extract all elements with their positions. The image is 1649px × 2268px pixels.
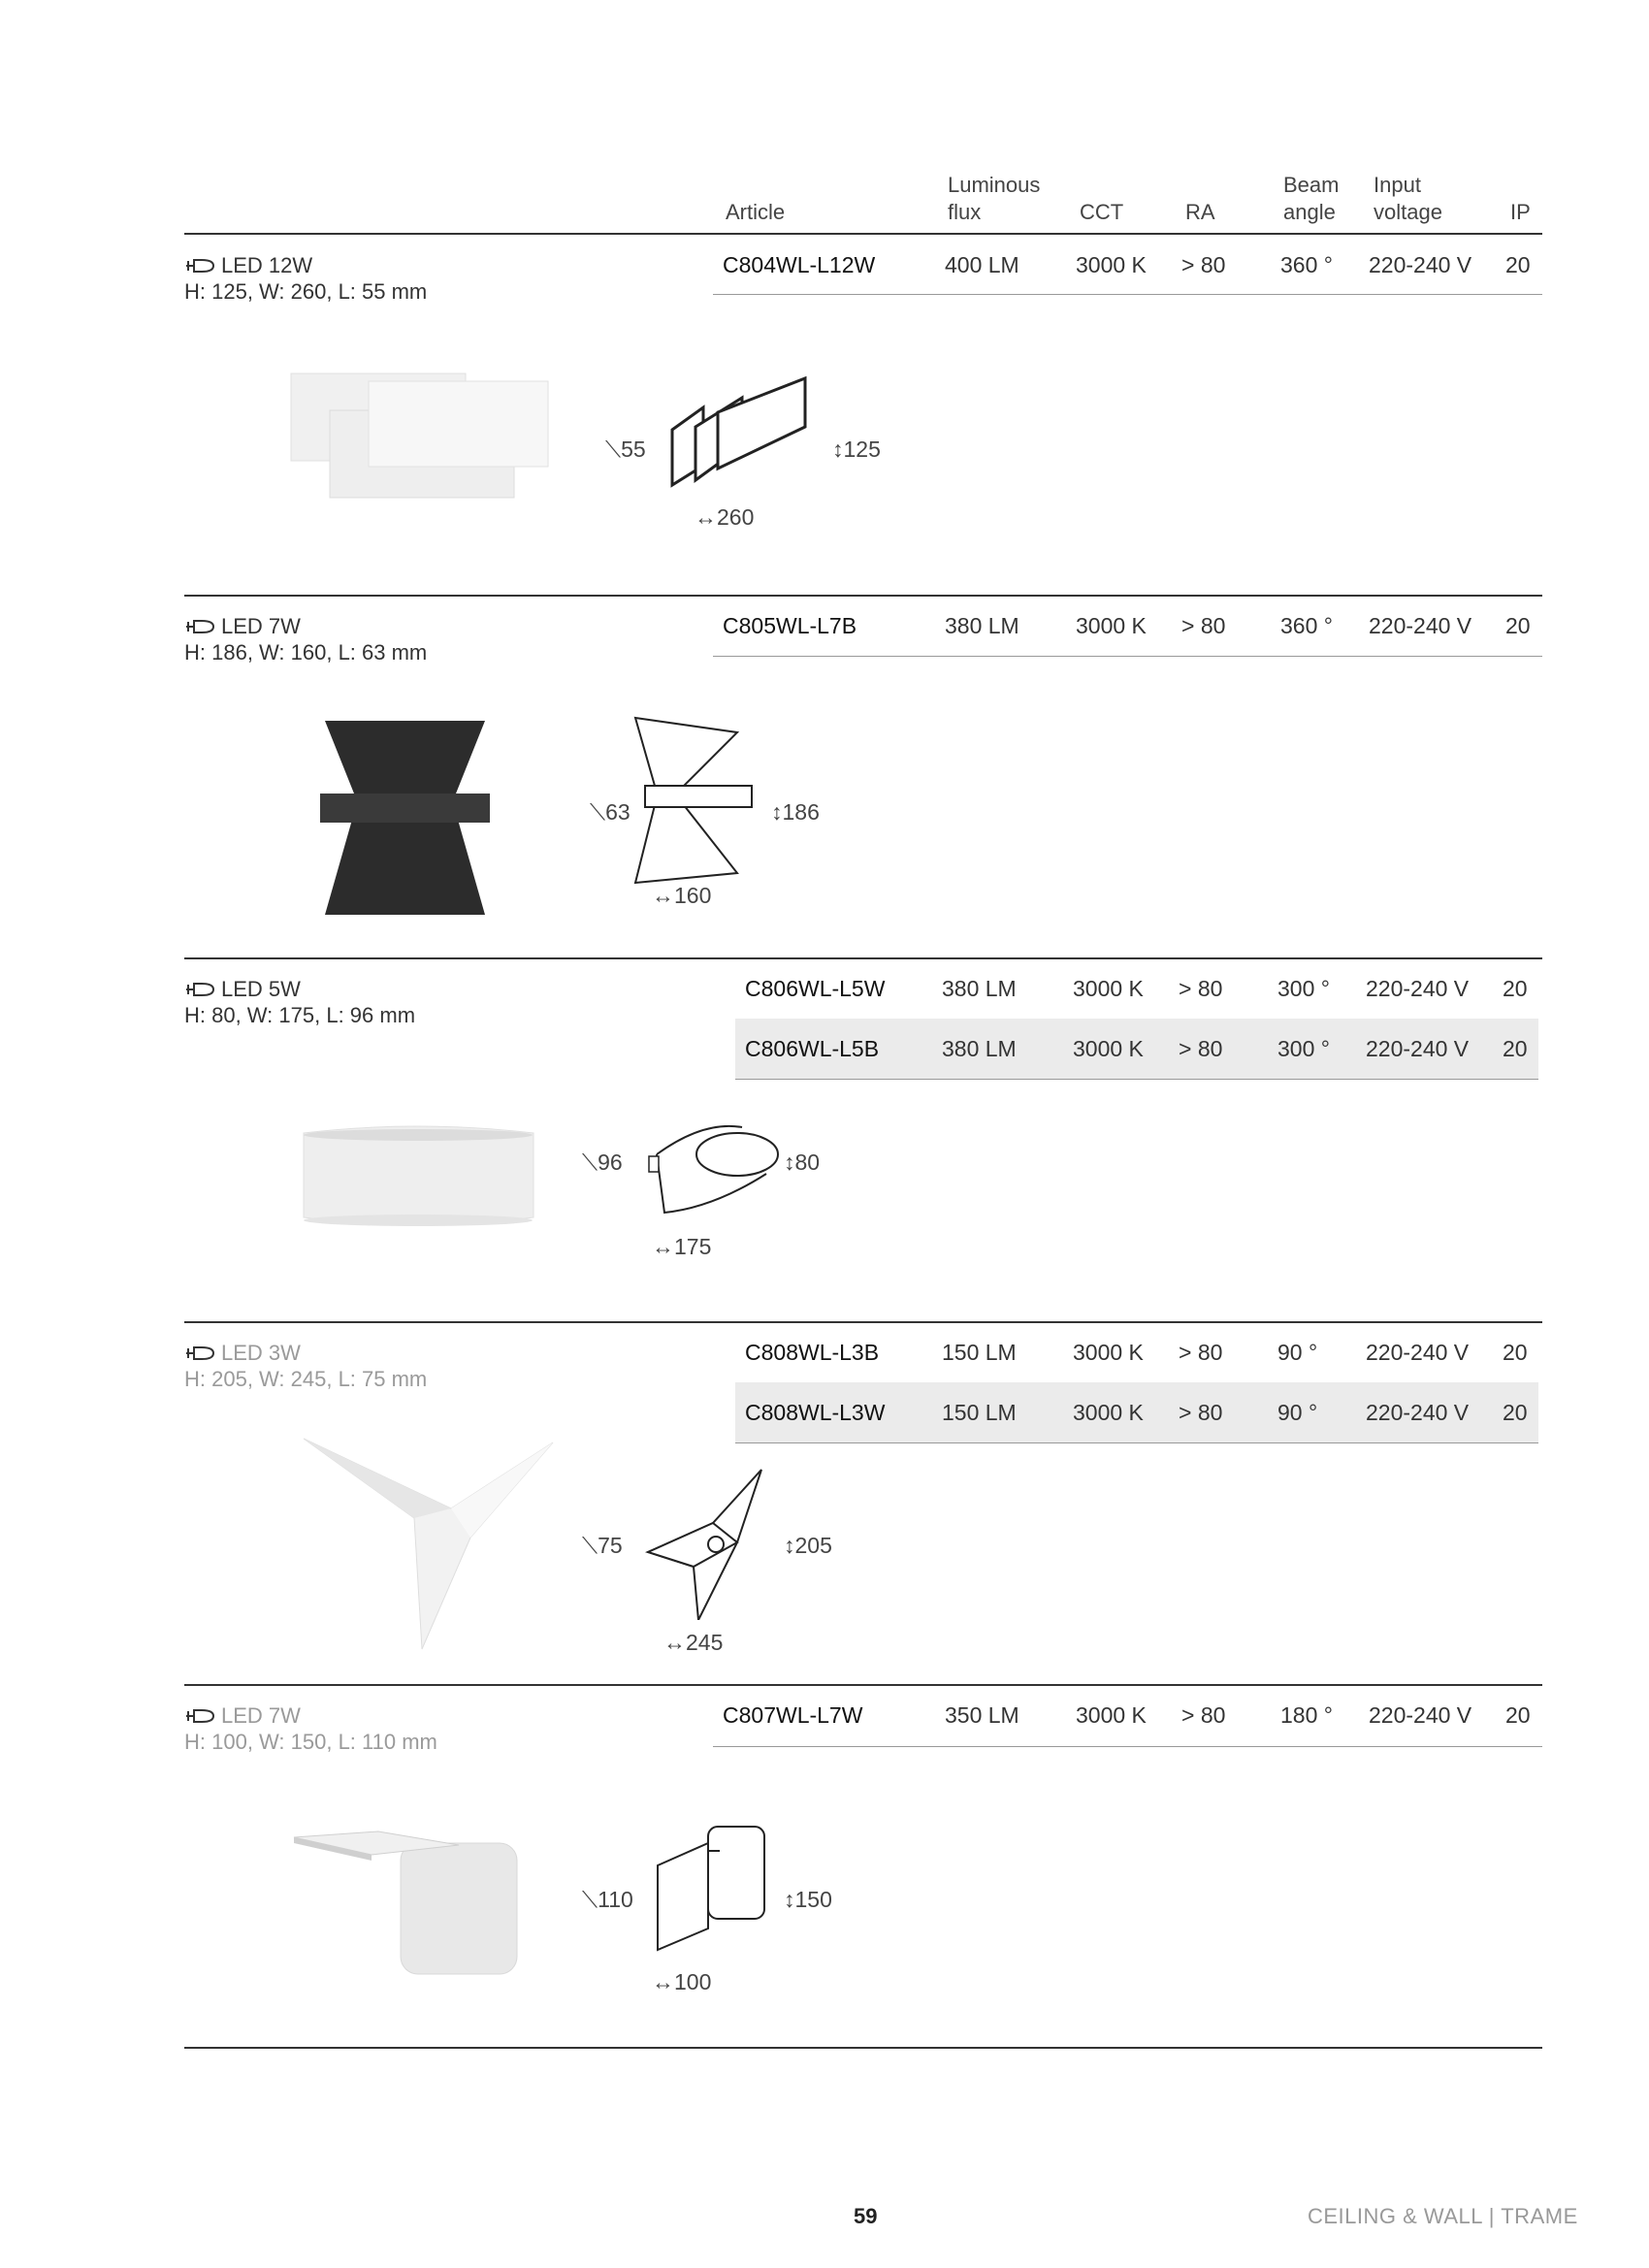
header-voltage-line1: Input — [1374, 173, 1421, 197]
wall-lamp-icon — [184, 981, 217, 998]
row-divider — [735, 1079, 1538, 1080]
wall-lamp-icon — [184, 1345, 217, 1362]
cct-value: 3000 K — [1076, 613, 1147, 638]
header-ra: RA — [1185, 200, 1215, 224]
depth-label: ⟍55 — [605, 437, 646, 462]
height-label: ↕186 — [771, 799, 820, 825]
header-ip: IP — [1510, 200, 1531, 224]
row-divider — [735, 1442, 1538, 1443]
ip-value: 20 — [1505, 252, 1531, 277]
ra-value: > 80 — [1179, 976, 1223, 1001]
product-photo — [296, 1125, 538, 1232]
cct-value: 3000 K — [1073, 1400, 1144, 1425]
ra-value: > 80 — [1179, 1400, 1223, 1425]
product-photo — [315, 716, 490, 920]
flux-value: 150 LM — [942, 1400, 1017, 1425]
beam-value: 90 ° — [1277, 1400, 1318, 1425]
row-divider — [713, 1746, 1542, 1747]
header-flux-line2: flux — [948, 200, 982, 224]
header-beam-line1: Beam — [1283, 173, 1340, 197]
cct-value: 3000 K — [1076, 252, 1147, 277]
product-dimensions: H: 100, W: 150, L: 110 mm — [184, 1730, 437, 1754]
header-cct: CCT — [1080, 200, 1124, 224]
voltage-value: 220-240 V — [1369, 252, 1472, 277]
ip-value: 20 — [1503, 1036, 1528, 1061]
header-flux-line1: Luminous — [948, 173, 1041, 197]
height-label: ↕80 — [784, 1150, 821, 1175]
ip-value: 20 — [1503, 1340, 1528, 1365]
height-label: ↕150 — [784, 1887, 832, 1912]
article-number: C804WL-L12W — [723, 252, 876, 277]
depth-label: ⟍110 — [582, 1887, 633, 1912]
product-dimensions: H: 80, W: 175, L: 96 mm — [184, 1003, 416, 1027]
beam-value: 360 ° — [1280, 252, 1333, 277]
cct-value: 3000 K — [1073, 1036, 1144, 1061]
page-number: 59 — [854, 2204, 878, 2228]
voltage-value: 220-240 V — [1366, 976, 1470, 1001]
voltage-value: 220-240 V — [1369, 613, 1472, 638]
product-dimensions: H: 205, W: 245, L: 75 mm — [184, 1367, 428, 1391]
wall-lamp-icon — [184, 618, 217, 635]
ip-value: 20 — [1505, 613, 1531, 638]
ra-value: > 80 — [1179, 1036, 1223, 1061]
wall-lamp-icon — [184, 1707, 217, 1725]
flux-value: 380 LM — [942, 976, 1017, 1001]
article-number: C808WL-L3B — [745, 1340, 880, 1365]
product-photo — [281, 364, 563, 500]
height-label: ↕205 — [784, 1533, 832, 1558]
header-article: Article — [726, 200, 786, 224]
product-title-label: LED 3W — [221, 1341, 301, 1365]
product-photo — [296, 1431, 558, 1654]
article-number: C806WL-L5W — [745, 976, 886, 1001]
depth-label: ⟍63 — [590, 799, 630, 825]
technical-drawing — [621, 713, 757, 888]
technical-drawing — [645, 1116, 781, 1222]
flux-value: 400 LM — [945, 252, 1019, 277]
row-divider — [713, 656, 1542, 657]
product-dimensions: H: 186, W: 160, L: 63 mm — [184, 640, 428, 664]
depth-label: ⟍96 — [582, 1150, 623, 1175]
article-number: C808WL-L3W — [745, 1400, 886, 1425]
ra-value: > 80 — [1179, 1340, 1223, 1365]
technical-drawing — [640, 1465, 771, 1620]
height-label: ↕125 — [832, 437, 881, 462]
article-number: C807WL-L7W — [723, 1702, 863, 1728]
article-number: C806WL-L5B — [745, 1036, 880, 1061]
width-label: ↔175 — [652, 1234, 712, 1259]
product-dimensions: H: 125, W: 260, L: 55 mm — [184, 279, 428, 304]
product-title-label: LED 12W — [221, 253, 313, 277]
header-beam-line2: angle — [1283, 200, 1336, 224]
flux-value: 350 LM — [945, 1702, 1019, 1728]
section-divider — [184, 1684, 1542, 1686]
product-title — [184, 252, 312, 279]
cct-value: 3000 K — [1076, 1702, 1147, 1728]
product-title-label: LED 7W — [221, 614, 301, 638]
ra-value: > 80 — [1181, 1702, 1226, 1728]
product-title — [184, 1340, 301, 1367]
product-title — [184, 976, 301, 1003]
width-label: ↔160 — [652, 883, 712, 908]
technical-drawing — [650, 1822, 776, 1958]
section-divider — [184, 233, 1542, 235]
technical-drawing — [664, 373, 820, 490]
ip-value: 20 — [1505, 1702, 1531, 1728]
ip-value: 20 — [1503, 976, 1528, 1001]
section-label: CEILING & WALL | TRAME — [1308, 2204, 1578, 2228]
beam-value: 300 ° — [1277, 976, 1330, 1001]
voltage-value: 220-240 V — [1366, 1400, 1470, 1425]
product-title-label: LED 5W — [221, 977, 301, 1001]
article-number: C805WL-L7B — [723, 613, 857, 638]
flux-value: 380 LM — [942, 1036, 1017, 1061]
flux-value: 150 LM — [942, 1340, 1017, 1365]
product-photo — [286, 1824, 529, 1979]
header-voltage-line2: voltage — [1374, 200, 1442, 224]
beam-value: 90 ° — [1277, 1340, 1318, 1365]
beam-value: 300 ° — [1277, 1036, 1330, 1061]
voltage-value: 220-240 V — [1366, 1036, 1470, 1061]
width-label: ↔260 — [695, 504, 755, 530]
ra-value: > 80 — [1181, 613, 1226, 638]
beam-value: 180 ° — [1280, 1702, 1333, 1728]
product-title-label: LED 7W — [221, 1703, 301, 1728]
flux-value: 380 LM — [945, 613, 1019, 638]
ra-value: > 80 — [1181, 252, 1226, 277]
section-divider — [184, 595, 1542, 597]
product-title — [184, 613, 301, 640]
beam-value: 360 ° — [1280, 613, 1333, 638]
wall-lamp-icon — [184, 257, 217, 275]
depth-label: ⟍75 — [582, 1533, 623, 1558]
voltage-value: 220-240 V — [1366, 1340, 1470, 1365]
cct-value: 3000 K — [1073, 976, 1144, 1001]
row-divider — [713, 294, 1542, 295]
section-divider — [184, 2047, 1542, 2049]
cct-value: 3000 K — [1073, 1340, 1144, 1365]
voltage-value: 220-240 V — [1369, 1702, 1472, 1728]
width-label: ↔100 — [652, 1969, 712, 1994]
section-divider — [184, 957, 1542, 959]
section-divider — [184, 1321, 1542, 1323]
width-label: ↔245 — [663, 1630, 724, 1655]
ip-value: 20 — [1503, 1400, 1528, 1425]
product-title — [184, 1702, 301, 1730]
